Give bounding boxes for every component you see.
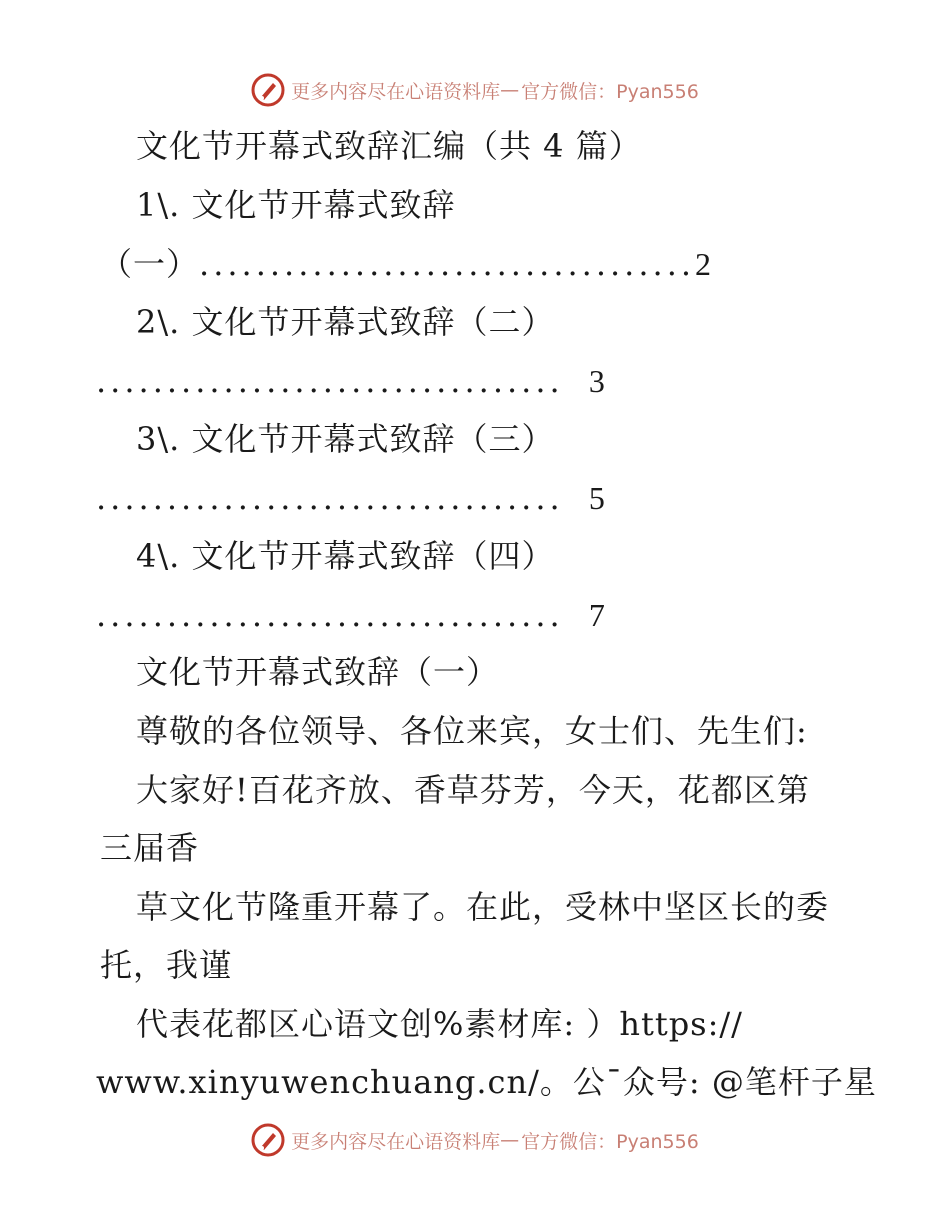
banner-text: 更多内容尽在心语资料库 <box>291 1130 501 1153</box>
footer-banner <box>0 1120 950 1160</box>
banner-text: 更多内容尽在心语资料库 <box>291 80 501 103</box>
paragraph-line: www.xinyuwenchuang.cn/。公¯众号: @笔杆子星 <box>96 1063 877 1101</box>
toc-item-1-dots: ................................... <box>199 245 696 283</box>
paragraph-line: 托，我谨 <box>100 946 233 984</box>
toc-item-3-page: 5 <box>588 480 606 516</box>
toc-item-2-label[interactable]: 2\. 文化节开幕式致辞（二） <box>136 303 555 341</box>
toc-title: 文化节开幕式致辞汇编（共 4 篇） <box>136 127 642 165</box>
banner-separator: — <box>500 79 520 101</box>
toc-item-4-row[interactable] <box>96 595 606 635</box>
toc-item-1-label[interactable]: 1\. 文化节开幕式致辞 <box>136 186 456 224</box>
toc-item-1-page: 2 <box>695 246 713 282</box>
toc-item-4-label[interactable]: 4\. 文化节开幕式致辞（四） <box>136 537 555 575</box>
paragraph-line: 三届香 <box>100 829 200 867</box>
banner-wechat: 官方微信：Pyan556 <box>521 80 699 103</box>
paragraph-line: 尊敬的各位领导、各位来宾，女士们、先生们: <box>136 712 808 750</box>
pen-logo-icon <box>251 73 285 107</box>
toc-item-2-row[interactable] <box>96 361 606 401</box>
toc-item-4-page: 7 <box>588 597 606 633</box>
banner-wechat: 官方微信：Pyan556 <box>521 1130 699 1153</box>
paragraph-line: 草文化节隆重开幕了。在此，受林中坚区长的委 <box>136 888 830 926</box>
toc-item-3-dots: ................................. <box>96 479 564 517</box>
toc-item-3-row[interactable] <box>96 478 606 518</box>
toc-item-1-row[interactable] <box>100 244 712 284</box>
toc-item-3-label[interactable]: 3\. 文化节开幕式致辞（三） <box>136 420 555 458</box>
section-title: 文化节开幕式致辞（一） <box>136 653 500 691</box>
pen-logo-icon <box>251 1123 285 1157</box>
banner-separator: — <box>500 1129 520 1151</box>
toc-item-2-dots: ................................. <box>96 362 564 400</box>
toc-item-2-page: 3 <box>588 363 606 399</box>
paragraph-line: 代表花都区心语文创%素材库: ）https:// <box>136 1005 743 1043</box>
paragraph-line: 大家好!百花齐放、香草芬芳，今天，花都区第 <box>136 771 810 809</box>
toc-item-4-dots: ................................. <box>96 596 564 634</box>
header-banner <box>0 70 950 110</box>
toc-item-1-label-cont: （一） <box>100 245 200 283</box>
